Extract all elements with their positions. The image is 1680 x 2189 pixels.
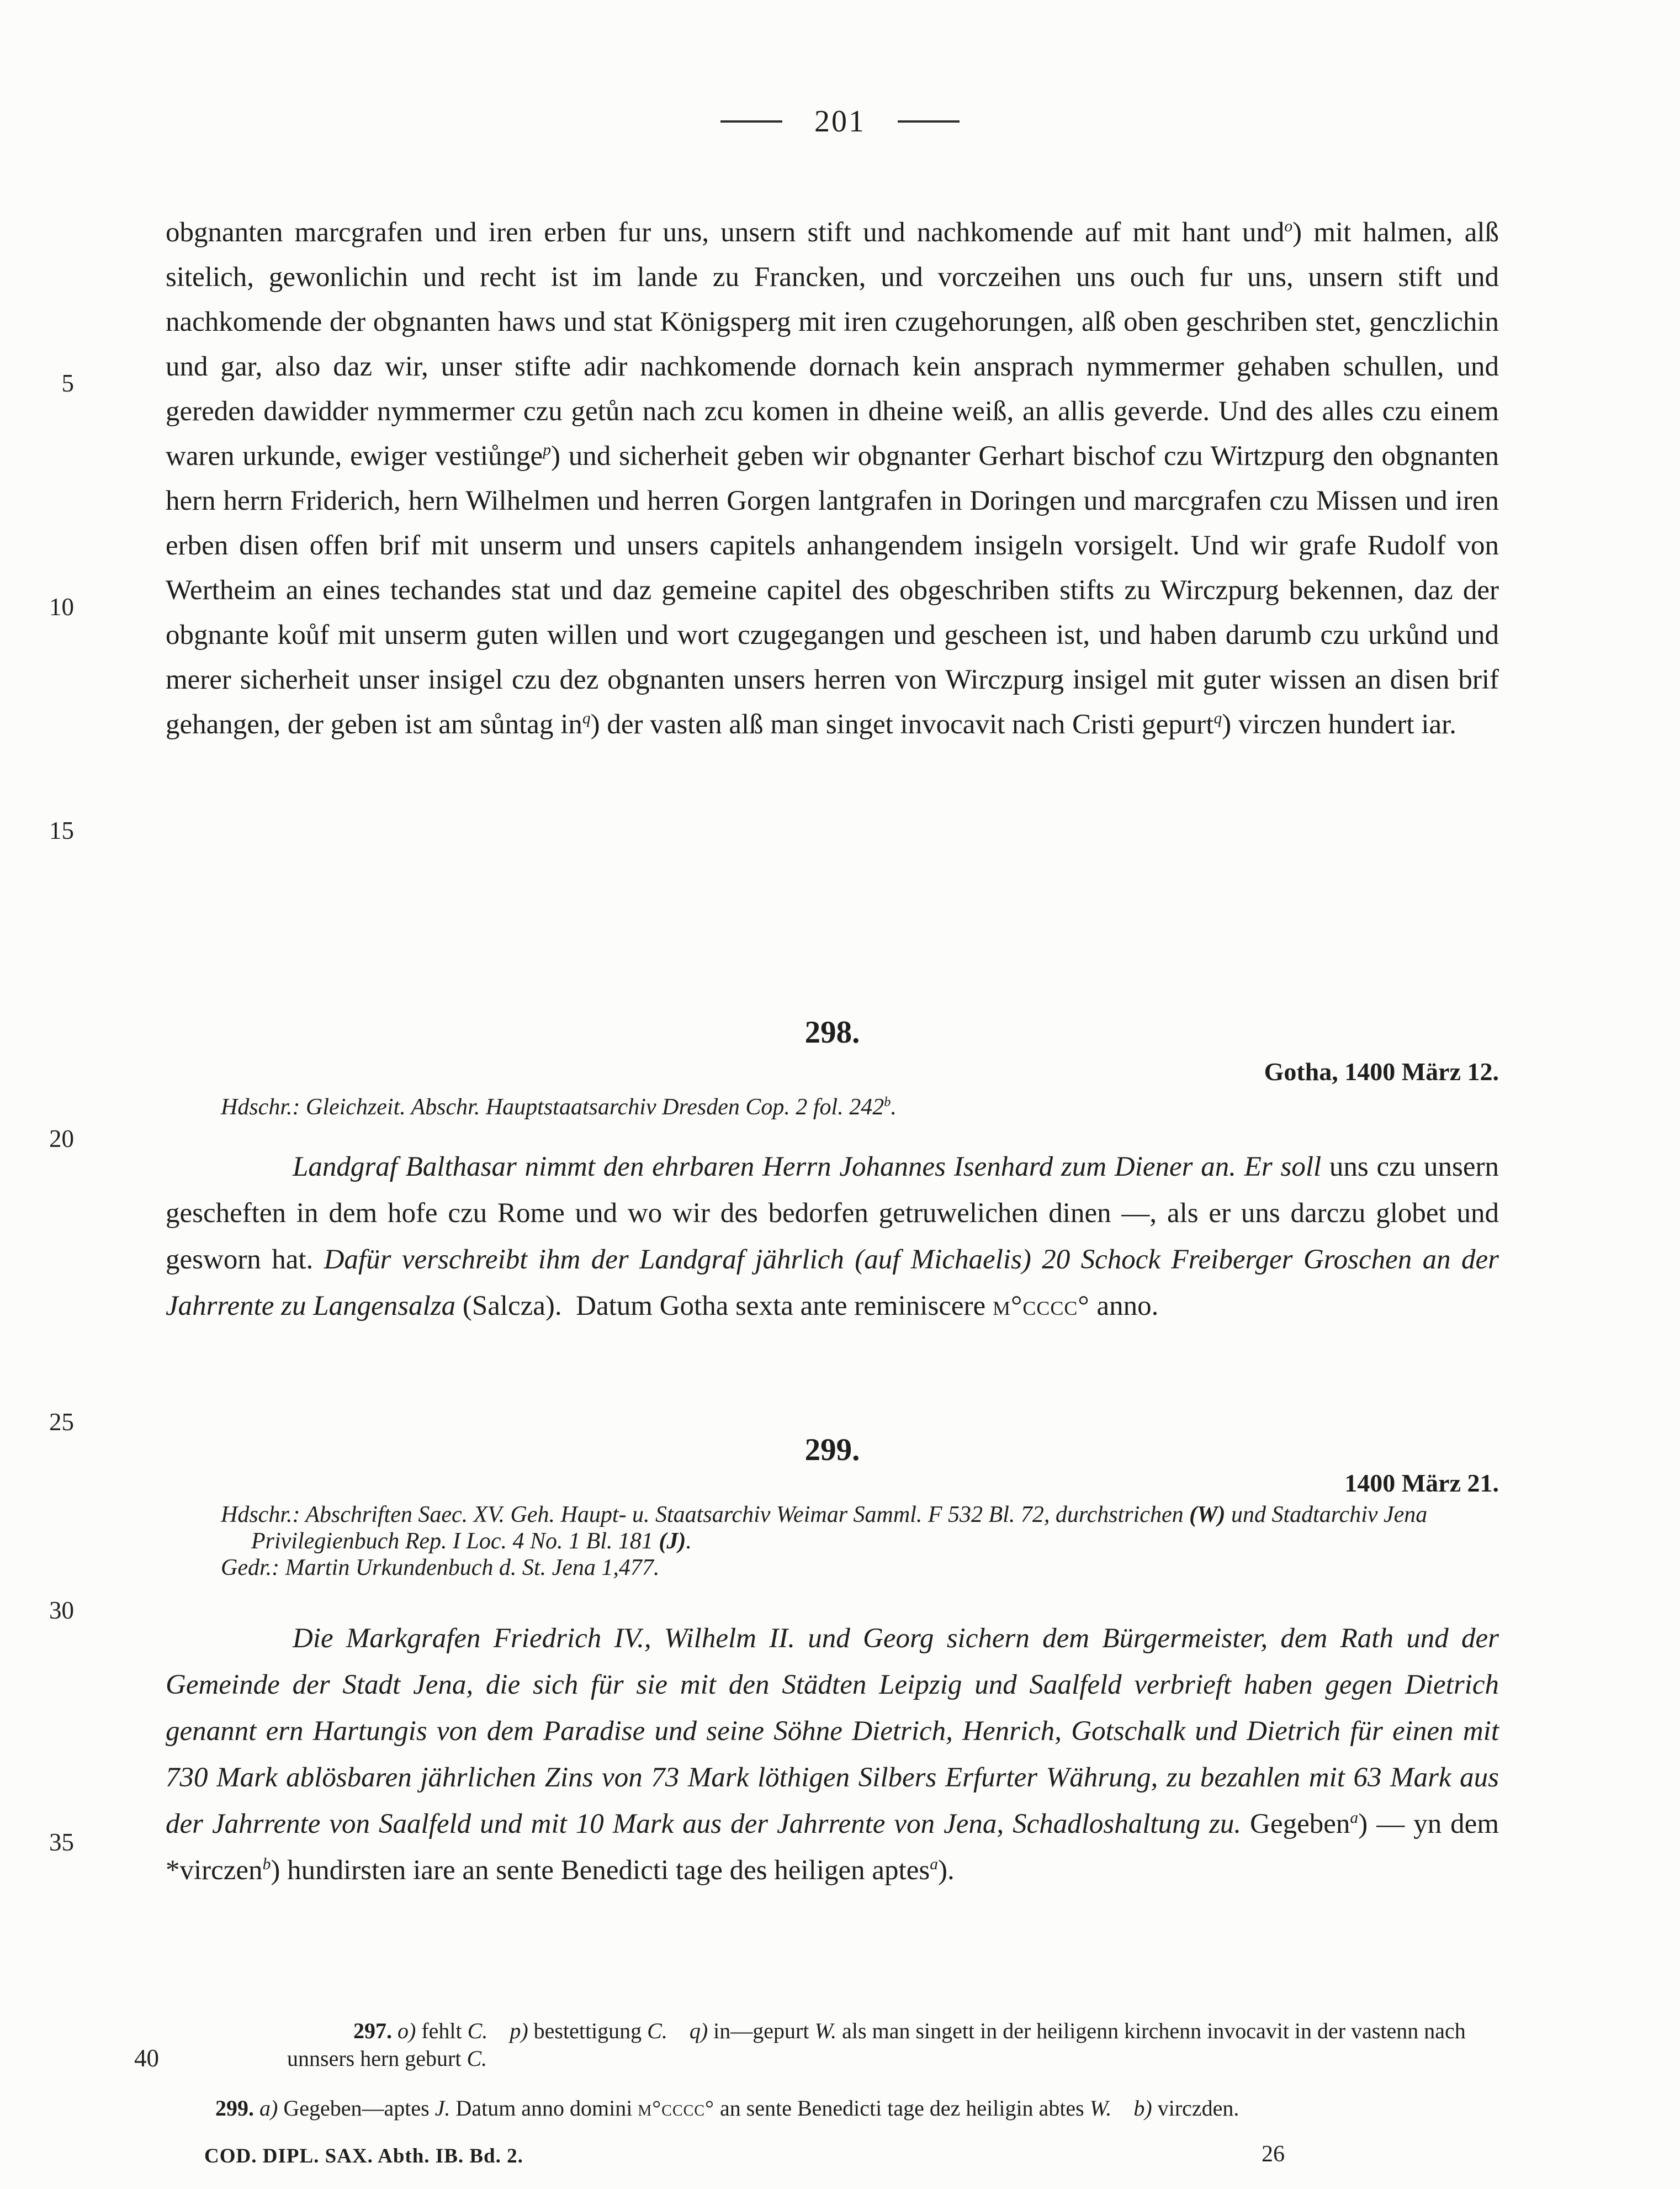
doc-298-source [166, 1093, 1499, 1122]
margin-line-number-15: 15 [49, 817, 74, 844]
footnote-marker: q [582, 710, 591, 727]
summary-segment: Dafür verschreibt ihm der Landgraf jährlich (auf Michaelis) 20 Schock Freiberger Groschen an der Jahrrente zu Langensalza [166, 1244, 1499, 1321]
summary-segment: ) hundirsten iare an sente Benedicti tage des heiligen aptes [271, 1855, 930, 1886]
roman-numeral-year: m°cccc° [992, 1291, 1090, 1321]
text-segment: obgnanten marcgrafen und iren erben fur uns, unsern stift und nachkomende auf mit hant und [166, 217, 1285, 248]
manuscript-siglum: W. b) [1089, 2096, 1158, 2121]
footnote-marker: b [262, 1855, 271, 1873]
footnote-block [166, 2017, 1499, 2122]
header-rule-left [720, 120, 782, 123]
doc-299-date: 1400 März 21. [1344, 1469, 1499, 1497]
doc-299-source-hdschr [166, 1501, 1499, 1554]
footnote-marker: o [1284, 218, 1293, 235]
summary-segment: anno. [1089, 1291, 1159, 1321]
footnote-299 [166, 2095, 1499, 2122]
text-segment: ) und sicherheit geben wir obgnanter Gerhart bischof czu Wirtzpurg den obgnanten hern herrn Friderich, hern Wilhelmen und herren Gorgen lantgrafen in Doringen und marcgrafen czu Missen und iren erben disen offen brif mit unserm und unsers capitels anhangendem insigeln vorsigelt. Und wir grafe Rudolf von Wertheim an eines techandes stat und daz gemeine capitel des obgeschriben stifts zu Wirczpurg bekennen, daz der obgnante koůf mit unserm guten willen und wort czugegangen und gescheen ist, und haben darumb czu urkůnd und merer sicherheit unser insigel czu dez obgnanten unsers herren von Wirczpurg insigel mit guter wissen an disen brif gehangen, der geben ist am sůntag in [166, 441, 1499, 740]
footnote-text: Gegeben—aptes [283, 2096, 435, 2121]
footnote-letter: o) [398, 2018, 422, 2043]
footnote-marker: q [1213, 710, 1222, 727]
manuscript-siglum: C. [467, 2046, 487, 2071]
footnote-text: Datum anno domini [455, 2096, 638, 2121]
margin-line-number-25: 25 [49, 1408, 74, 1436]
footnote-297 [166, 2017, 1499, 2072]
text-segment: ) der vasten alß man singet invocavit nach Cristi gepurt [590, 709, 1214, 740]
source-segment: . [891, 1094, 897, 1120]
margin-line-number-30: 30 [49, 1596, 74, 1624]
page-header [0, 106, 1680, 137]
header-rule-right [898, 120, 960, 123]
footnote-text: virczden. [1157, 2096, 1239, 2121]
manuscript-siglum: W. [814, 2018, 842, 2043]
summary-segment: Gegeben [1250, 1809, 1350, 1839]
doc-298-number: 298. [804, 1015, 860, 1050]
summary-segment: uns czu unsern gescheften in dem hofe czu Rome und wo wir des bedorfen getruwelichen dinen —, als er uns darczu globet und gesworn hat. [166, 1151, 1499, 1275]
summary-segment: ). [937, 1855, 955, 1886]
text-segment: ) mit halmen, alß sitelich, gewonlichin und recht ist im lande zu Francken, und vorczeihen uns ouch fur uns, unsern stift und nachkomende der obgnanten haws und stat Königsperg mit iren czugehorungen, alß oben geschriben stet, genczlichin und gar, also daz wir, unser stifte adir nachkomende dornach kein ansprach nymmermer gehaben schullen, und gereden dawidder nymmermer czu getůn nach zcu komen in dheine weiß, an allis geverde. Und des alles czu einem waren urkunde, ewiger vestiůnge [166, 217, 1499, 472]
margin-line-number-10: 10 [49, 593, 74, 621]
roman-numeral-year: m°cccc° [638, 2096, 714, 2121]
doc-299-summary [166, 1615, 1499, 1986]
footnote-marker: a [1350, 1809, 1359, 1827]
doc-298-date: Gotha, 1400 März 12. [1264, 1058, 1499, 1086]
footnote-text: in—gepurt [713, 2018, 815, 2043]
manuscript-siglum: J. [434, 2096, 456, 2121]
source-segment: Hdschr.: Gleichzeit. Abschr. Hauptstaatsarchiv Dresden Cop. 2 fol. 242 [221, 1094, 884, 1120]
footnote-number: 297. [353, 2018, 398, 2043]
summary-segment: Die Markgrafen Friedrich IV., Wilhelm II. und Georg sichern dem Bürgermeister, dem Rath und der Gemeinde der Stadt Jena, die sich für sie mit den Städten Leipzig und Saalfeld verbrieft haben gegen Dietrich genannt ern Hartungis von dem Paradise und seine Söhne Dietrich, Henrich, Gotschalk und Dietrich für einen mit 730 Mark ablösbaren jährlichen Zins von 73 Mark löthigen Silbers Erfurter Währung, zu bezahlen mit 63 Mark aus der Jahrrente von Saalfeld und mit 10 Mark aus der Jahrrente von Jena, Schadloshaltung zu. [166, 1623, 1499, 1839]
source-segment: . [686, 1529, 692, 1554]
margin-line-number-20: 20 [49, 1125, 74, 1152]
source-segment: und Stadtarchiv Jena Privilegienbuch Rep. I Loc. 4 No. 1 Bl. 181 [251, 1502, 1428, 1554]
footnote-text: bestettigung [533, 2018, 648, 2043]
page-number: 201 [814, 104, 866, 139]
charter-297-text [166, 210, 1499, 926]
footnote-text: als man singett in der heiligenn kirchenn invocavit in der vastenn nach unnsers hern geburt [287, 2018, 1466, 2071]
footnote-text: an sente Benedicti tage dez heiligin abtes [714, 2096, 1090, 2121]
footnote-letter: a) [259, 2096, 284, 2121]
doc-298-summary [166, 1144, 1499, 1376]
margin-line-number-35: 35 [49, 1828, 74, 1856]
margin-line-number-40: 40 [134, 2044, 159, 2072]
summary-segment: ) — yn dem *virczen [166, 1809, 1499, 1886]
sheet-signature: 26 [1262, 2142, 1285, 2167]
footnote-letter: C. p) [467, 2018, 534, 2043]
footnote-marker: p [543, 441, 551, 459]
source-segment: Gedr.: Martin Urkundenbuch d. St. Jena 1,477. [221, 1555, 660, 1580]
summary-segment: Landgraf Balthasar nimmt den ehrbaren Herrn Johannes Isenhard zum Diener an. Er soll [293, 1151, 1329, 1182]
manuscript-siglum: (J) [659, 1529, 686, 1554]
footnote-letter: C. q) [647, 2018, 714, 2043]
footnote-marker: a [930, 1855, 938, 1873]
doc-299-number: 299. [804, 1432, 860, 1467]
footnote-number: 299. [215, 2096, 259, 2121]
summary-segment: (Salcza). Datum Gotha sexta ante reminiscere [462, 1291, 993, 1321]
series-title: COD. DIPL. SAX. Abth. IB. Bd. 2. [204, 2145, 523, 2167]
manuscript-siglum: (W) [1189, 1502, 1226, 1527]
text-column [166, 182, 1499, 2171]
page-footer [166, 2144, 1499, 2171]
doc-299-source-gedr [166, 1554, 1499, 1581]
source-segment: Hdschr.: Abschriften Saec. XV. Geh. Haupt- u. Staatsarchiv Weimar Samml. F 532 Bl. 72, durchstrichen [221, 1502, 1190, 1527]
footnote-text: fehlt [421, 2018, 468, 2043]
text-segment: ) virczen hundert iar. [1222, 709, 1457, 740]
superscript-folio: b [884, 1094, 891, 1109]
margin-line-number-5: 5 [61, 369, 74, 397]
